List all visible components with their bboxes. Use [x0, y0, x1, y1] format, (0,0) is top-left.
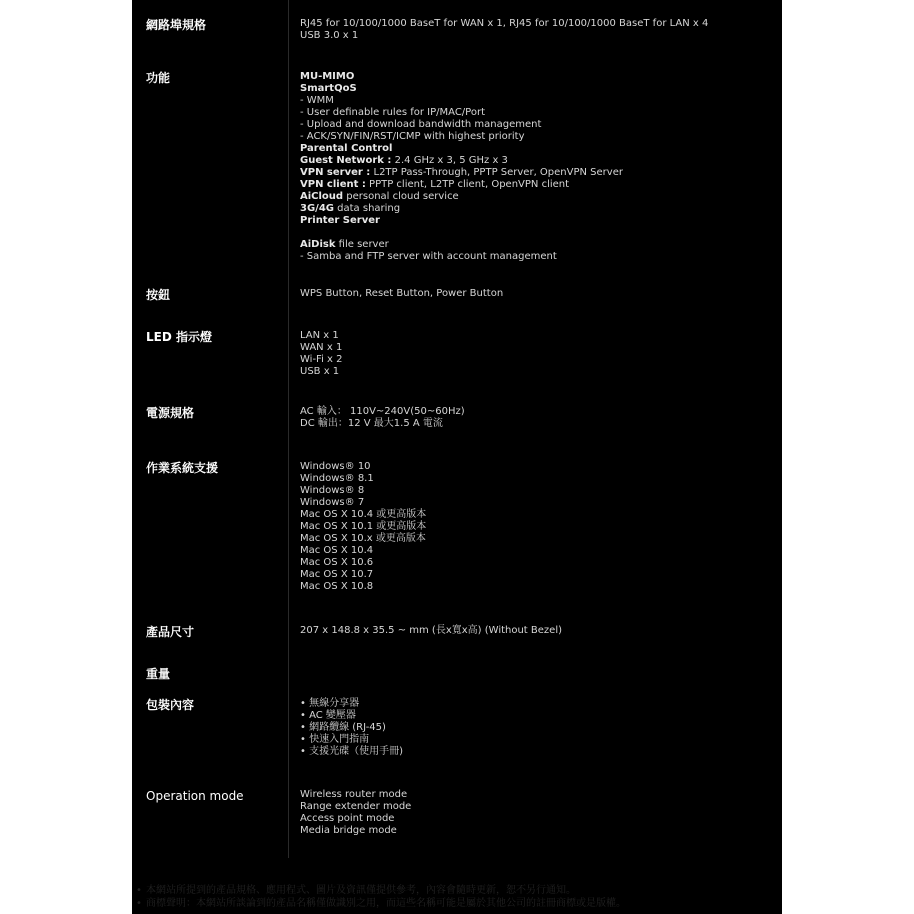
- feature-line: - Upload and download bandwidth management: [300, 119, 542, 130]
- spec-value-buttons: [300, 288, 503, 300]
- spec-value-os: [300, 461, 426, 593]
- spec-label-os: 作業系統支援: [146, 461, 219, 475]
- spec-line: 207 x 148.8 x 35.5 ~ mm (長x寬x高) (Without Bezel): [300, 625, 563, 636]
- feature-line: - User definable rules for IP/MAC/Port: [300, 107, 485, 118]
- feature-line: Guest Network : 2.4 GHz x 3, 5 GHz x 3: [300, 155, 508, 166]
- spec-label-weight: 重量: [146, 667, 171, 681]
- spec-line: WPS Button, Reset Button, Power Button: [300, 288, 504, 299]
- spec-line: Range extender mode: [300, 801, 412, 812]
- spec-label-led: LED 指示燈: [146, 330, 212, 344]
- spec-line: Windows® 8: [300, 485, 365, 496]
- bullet-icon: •: [136, 898, 142, 909]
- spec-value-led: [300, 330, 343, 378]
- spec-line: AC 輸入： 110V~240V(50~60Hz): [300, 406, 465, 417]
- feature-line: Parental Control: [300, 143, 393, 154]
- footer-note: [132, 884, 626, 897]
- spec-value-features: [300, 71, 623, 263]
- feature-line: VPN server : L2TP Pass-Through, PPTP Server, OpenVPN Server: [300, 167, 623, 178]
- spec-line: Mac OS X 10.6: [300, 557, 374, 568]
- spec-line: Windows® 7: [300, 497, 365, 508]
- feature-line: AiCloud personal cloud service: [300, 191, 459, 202]
- spec-label-power: 電源規格: [146, 406, 195, 420]
- spec-line: Mac OS X 10.1 或更高版本: [300, 521, 427, 532]
- spec-line: Access point mode: [300, 813, 395, 824]
- feature-line: - WMM: [300, 95, 334, 106]
- spec-line: • AC 變壓器: [300, 710, 356, 721]
- spec-line: Windows® 10: [300, 461, 371, 472]
- spec-line: • 網路纜線 (RJ-45): [300, 722, 386, 733]
- spec-value-port: [300, 18, 708, 42]
- feature-line: AiDisk file server: [300, 239, 389, 250]
- spec-line: • 支援光碟（使用手冊): [300, 746, 403, 757]
- spec-line: • 無線分享器: [300, 698, 360, 709]
- spec-line: • 快速入門指南: [300, 734, 370, 745]
- feature-line: - Samba and FTP server with account management: [300, 251, 557, 262]
- column-divider: [288, 0, 289, 858]
- spec-line: LAN x 1: [300, 330, 339, 341]
- footer-note-text: 本網站所提到的產品規格、應用程式、圖片及資訊僅提供參考，內容會隨時更新，恕不另行通知。: [146, 885, 576, 896]
- spec-value-dimensions: [300, 625, 562, 637]
- spec-line: RJ45 for 10/100/1000 BaseT for WAN x 1, RJ45 for 10/100/1000 BaseT for LAN x 4: [300, 18, 709, 29]
- feature-line: VPN client : PPTP client, L2TP client, OpenVPN client: [300, 179, 570, 190]
- spec-label-buttons: 按鈕: [146, 288, 171, 302]
- spec-line: USB x 1: [300, 366, 340, 377]
- spec-line: Mac OS X 10.8: [300, 581, 374, 592]
- spec-value-package: [300, 698, 403, 758]
- spec-line: Mac OS X 10.4 或更高版本: [300, 509, 427, 520]
- spec-line: Mac OS X 10.x 或更高版本: [300, 533, 426, 544]
- feature-line: 3G/4G data sharing: [300, 203, 401, 214]
- spec-label-dimensions: 產品尺寸: [146, 625, 195, 639]
- spec-label-package: 包裝內容: [146, 698, 195, 712]
- feature-line: Printer Server: [300, 215, 380, 226]
- spec-label-port: 網路埠規格: [146, 18, 207, 32]
- footer-note-text: 商標聲明：本網站所談論到的產品名稱僅做識別之用，而這些名稱可能是屬於其他公司的註冊商標或是版權。: [146, 898, 626, 909]
- spec-line: WAN x 1: [300, 342, 343, 353]
- spec-line: Windows® 8.1: [300, 473, 374, 484]
- feature-line: - ACK/SYN/FIN/RST/ICMP with highest priority: [300, 131, 525, 142]
- spec-line: DC 輸出：12 V 最大1.5 A 電流: [300, 418, 443, 429]
- feature-line: [300, 227, 623, 239]
- spec-line: Mac OS X 10.7: [300, 569, 374, 580]
- spec-line: Media bridge mode: [300, 825, 397, 836]
- spec-label-features: 功能: [146, 71, 171, 85]
- spec-line: Wi-Fi x 2: [300, 354, 343, 365]
- spec-value-mode: [300, 789, 411, 837]
- spec-line: USB 3.0 x 1: [300, 30, 359, 41]
- footer-note: [132, 897, 626, 910]
- footer-notes: [132, 884, 626, 910]
- spec-value-power: [300, 406, 465, 430]
- spec-line: Wireless router mode: [300, 789, 408, 800]
- spec-label-mode: Operation mode: [146, 789, 244, 803]
- feature-line: MU-MIMO: [300, 71, 355, 82]
- bullet-icon: •: [136, 885, 142, 896]
- spec-line: Mac OS X 10.4: [300, 545, 374, 556]
- feature-line: SmartQoS: [300, 83, 357, 94]
